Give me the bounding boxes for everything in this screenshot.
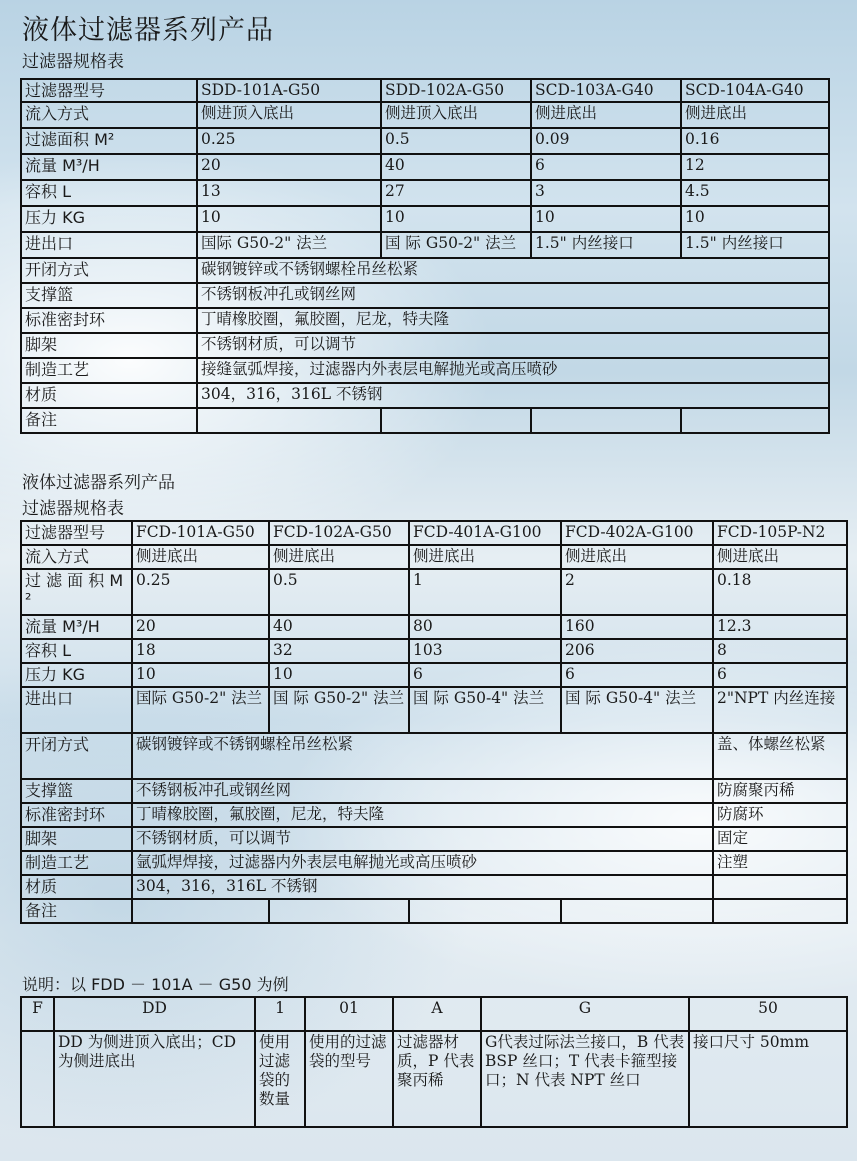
value-cell: 160 [561,615,713,639]
value-cell: 侧进顶入底出 [197,102,381,128]
value-cell: 304，316，316L 不锈钢 [132,875,713,899]
row-label: 支撑篮 [21,779,132,803]
row-label: 流入方式 [21,102,197,128]
value-cell: 10 [132,663,269,687]
value-cell: 丁晴橡胶圈，氟胶圈，尼龙，特夫隆 [132,803,713,827]
value-cell: 侧进底出 [531,102,681,128]
code-cell: G [481,997,689,1031]
code-cell: A [393,997,481,1031]
remark-cell [409,899,561,923]
description-cell: 过滤器材质，P 代表聚丙稀 [393,1031,481,1127]
row-label: 制造工艺 [21,851,132,875]
code-row [21,997,847,1031]
value-cell: 6 [713,663,847,687]
value-cell: 6 [409,663,561,687]
row-label: 过滤器型号 [21,521,132,545]
row-label: 压力 KG [21,663,132,687]
table-row [21,827,847,851]
remark-cell [269,899,409,923]
value-cell: 4.5 [681,180,829,206]
row-label: 过滤器型号 [21,79,197,102]
code-cell: F [21,997,54,1031]
value-cell: 国 际 G50-2" 法兰 [381,232,531,258]
row-label: 支撑篮 [21,283,197,308]
code-cell: DD [54,997,255,1031]
table-row [21,779,847,803]
spec-table-sdd-scd [20,78,830,434]
row-label: 备注 [21,408,197,433]
row-label: 压力 KG [21,206,197,232]
description-row [21,1031,847,1127]
value-cell: 0.25 [132,569,269,615]
value-cell: 0.5 [269,569,409,615]
value-cell: 2 [561,569,713,615]
table-row [21,615,847,639]
row-label: 标准密封环 [21,803,132,827]
table-row [21,687,847,733]
model-header-cell: FCD-402A-G100 [561,521,713,545]
remark-cell [713,899,847,923]
value-cell: 0.16 [681,128,829,154]
value-cell: 40 [269,615,409,639]
description-cell: 使用过滤袋的数量 [255,1031,305,1127]
value-cell: 18 [132,639,269,663]
table-row [21,206,829,232]
table-row [21,358,829,383]
value-cell: 0.25 [197,128,381,154]
model-header-cell: SCD-103A-G40 [531,79,681,102]
value-cell: 侧进底出 [409,545,561,569]
model-header-cell: FCD-401A-G100 [409,521,561,545]
value-cell: 10 [681,206,829,232]
row-label: 流量 M³/H [21,154,197,180]
model-code-legend-table [20,996,848,1128]
value-cell: 碳钢镀锌或不锈钢螺栓吊丝松紧 [197,258,829,283]
value-cell: 3 [531,180,681,206]
section2-subtitle: 过滤器规格表 [22,499,124,519]
value-cell: 防腐聚丙稀 [713,779,847,803]
row-label: 过滤面积 M² [21,128,197,154]
table-row [21,803,847,827]
value-cell: 32 [269,639,409,663]
value-cell: 12.3 [713,615,847,639]
model-code-note: 说明：以 FDD － 101A － G50 为例 [22,975,289,994]
model-header-cell: SCD-104A-G40 [681,79,829,102]
description-cell: 接口尺寸 50mm [689,1031,847,1127]
table-row [21,283,829,308]
value-cell: 40 [381,154,531,180]
value-cell: 防腐环 [713,803,847,827]
remark-cell [132,899,269,923]
value-cell: 6 [531,154,681,180]
table-row [21,308,829,333]
table-row [21,102,829,128]
section1-subtitle: 过滤器规格表 [22,52,124,72]
section2-title: 液体过滤器系列产品 [22,473,175,493]
table-row [21,333,829,358]
row-label: 流入方式 [21,545,132,569]
table-row [21,851,847,875]
remark-row [21,408,829,433]
description-cell [21,1031,54,1127]
description-cell: DD 为侧进顶入底出；CD 为侧进底出 [54,1031,255,1127]
model-header-cell: SDD-101A-G50 [197,79,381,102]
row-label: 过 滤 面 积 M² [21,569,132,615]
value-cell: 10 [269,663,409,687]
table-row [21,154,829,180]
value-cell: 固定 [713,827,847,851]
code-cell: 01 [305,997,393,1031]
model-header-cell: FCD-105P-N2 [713,521,847,545]
row-label: 容积 L [21,639,132,663]
row-label: 脚架 [21,333,197,358]
remark-cell [197,408,381,433]
row-label: 材质 [21,875,132,899]
row-label: 备注 [21,899,132,923]
value-cell: 侧进底出 [713,545,847,569]
remark-cell [381,408,531,433]
row-label: 开闭方式 [21,733,132,779]
remark-cell [531,408,681,433]
row-label: 标准密封环 [21,308,197,333]
value-cell: 10 [381,206,531,232]
row-label: 流量 M³/H [21,615,132,639]
value-cell: 304，316，316L 不锈钢 [197,383,829,408]
row-label: 制造工艺 [21,358,197,383]
row-label: 材质 [21,383,197,408]
table-row [21,733,847,779]
table-row [21,258,829,283]
value-cell: 接缝氩弧焊接，过滤器内外表层电解抛光或高压喷砂 [197,358,829,383]
description-cell: G代表过际法兰接口，B 代表 BSP 丝口；T 代表卡箍型接口；N 代表 NPT 丝口 [481,1031,689,1127]
value-cell: 27 [381,180,531,206]
value-cell: 1.5" 内丝接口 [681,232,829,258]
table-row [21,639,847,663]
model-header-cell: FCD-102A-G50 [269,521,409,545]
table-row [21,180,829,206]
value-cell: 侧进底出 [132,545,269,569]
description-cell: 使用的过滤袋的型号 [305,1031,393,1127]
value-cell: 氩弧焊焊接，过滤器内外表层电解抛光或高压喷砂 [132,851,713,875]
model-header-cell: FCD-101A-G50 [132,521,269,545]
table-header-row [21,79,829,102]
page-title: 液体过滤器系列产品 [22,15,274,46]
table-row [21,545,847,569]
value-cell [713,875,847,899]
value-cell: 10 [531,206,681,232]
value-cell: 侧进底出 [269,545,409,569]
row-label: 容积 L [21,180,197,206]
table-row [21,663,847,687]
value-cell: 206 [561,639,713,663]
row-label: 开闭方式 [21,258,197,283]
value-cell: 国 际 G50-4" 法兰 [409,687,561,733]
value-cell: 80 [409,615,561,639]
value-cell: 丁晴橡胶圈，氟胶圈，尼龙，特夫隆 [197,308,829,333]
code-cell: 50 [689,997,847,1031]
value-cell: 国际 G50-2" 法兰 [132,687,269,733]
remark-row [21,899,847,923]
value-cell: 0.09 [531,128,681,154]
table-header-row [21,521,847,545]
model-header-cell: SDD-102A-G50 [381,79,531,102]
value-cell: 不锈钢材质，可以调节 [132,827,713,851]
value-cell: 1 [409,569,561,615]
value-cell: 0.5 [381,128,531,154]
code-cell: 1 [255,997,305,1031]
value-cell: 侧进顶入底出 [381,102,531,128]
remark-cell [681,408,829,433]
value-cell: 不锈钢材质，可以调节 [197,333,829,358]
value-cell: 碳钢镀锌或不锈钢螺栓吊丝松紧 [132,733,713,779]
spec-table-fcd [20,520,848,924]
value-cell: 国际 G50-2" 法兰 [197,232,381,258]
value-cell: 20 [132,615,269,639]
value-cell: 103 [409,639,561,663]
table-row [21,383,829,408]
value-cell: 8 [713,639,847,663]
row-label: 进出口 [21,232,197,258]
value-cell: 1.5" 内丝接口 [531,232,681,258]
value-cell: 2"NPT 内丝连接 [713,687,847,733]
table-row [21,875,847,899]
value-cell: 12 [681,154,829,180]
table-row [21,128,829,154]
value-cell: 6 [561,663,713,687]
row-label: 脚架 [21,827,132,851]
value-cell: 20 [197,154,381,180]
value-cell: 13 [197,180,381,206]
value-cell: 侧进底出 [561,545,713,569]
row-label: 进出口 [21,687,132,733]
value-cell: 侧进底出 [681,102,829,128]
value-cell: 0.18 [713,569,847,615]
value-cell: 盖、体螺丝松紧 [713,733,847,779]
value-cell: 国 际 G50-2" 法兰 [269,687,409,733]
value-cell: 10 [197,206,381,232]
value-cell: 注塑 [713,851,847,875]
value-cell: 不锈钢板冲孔或钢丝网 [132,779,713,803]
table-row [21,232,829,258]
value-cell: 不锈钢板冲孔或钢丝网 [197,283,829,308]
table-row [21,569,847,615]
value-cell: 国 际 G50-4" 法兰 [561,687,713,733]
remark-cell [561,899,713,923]
